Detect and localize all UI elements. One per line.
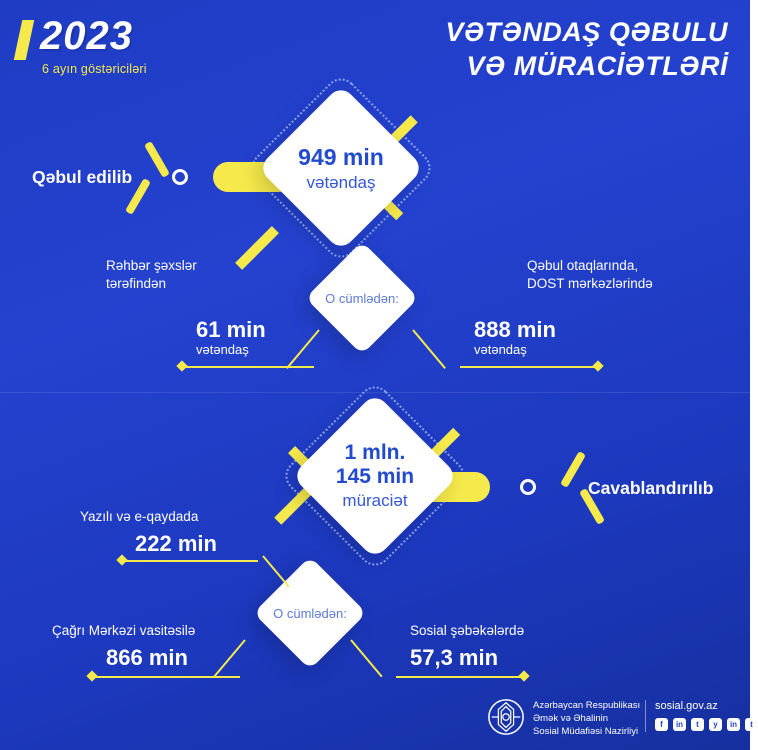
top-side-label: Qəbul edilib xyxy=(32,167,133,187)
top-chevron-icon xyxy=(142,145,176,207)
bottom-main-value-line2: 145 min xyxy=(335,465,415,488)
facebook-icon[interactable]: f xyxy=(655,718,668,731)
twitter-icon[interactable]: t xyxy=(691,718,704,731)
top-branch-right-unit: vətəndaş xyxy=(474,342,527,357)
page-title-line1: VƏTƏNDAŞ QƏBULU xyxy=(445,17,728,47)
bottom-branch-social-line xyxy=(396,676,524,678)
year-accent-bar xyxy=(14,20,35,60)
top-branch-right-label-line1: Qəbul otaqlarında, xyxy=(527,258,639,273)
ministry-emblem-icon xyxy=(487,698,525,736)
telegram-icon[interactable]: t xyxy=(745,718,758,731)
ministry-name-line2: Əmək və Əhalinin xyxy=(533,712,609,724)
bottom-main-unit: müraciət xyxy=(342,491,408,510)
linkedin-icon[interactable]: in xyxy=(727,718,740,731)
bottom-branch-written-tick xyxy=(116,554,127,565)
bottom-sub-node xyxy=(253,556,366,669)
top-branch-left-tick xyxy=(176,360,187,371)
bottom-branch-social-line-diag xyxy=(350,639,382,677)
top-branch-right-tick xyxy=(592,360,603,371)
bottom-sub-node-label: O cümlədən: xyxy=(273,605,347,621)
bottom-chevron-icon xyxy=(548,455,582,517)
top-branch-left-unit: vətəndaş xyxy=(196,342,249,357)
year-text: 2023 xyxy=(40,14,133,58)
bottom-main-value-line1: 1 mln. xyxy=(344,441,406,464)
bottom-branch-social-tick xyxy=(518,670,529,681)
bottom-branch-callcenter-value: 866 min xyxy=(106,645,188,670)
page-title xyxy=(445,16,728,84)
top-branch-left-label-line1: Rəhbər şəxslər xyxy=(106,258,197,273)
year-subtitle: 6 ayın göstəriciləri xyxy=(42,62,147,76)
bottom-branch-callcenter-line-diag xyxy=(213,639,245,677)
bottom-branch-written-value: 222 min xyxy=(135,531,217,556)
top-branch-left-value: 61 min xyxy=(196,317,266,342)
social-links[interactable] xyxy=(655,718,758,731)
top-branch-left-label xyxy=(106,257,286,293)
page-title-line2: VƏ MÜRACİƏTLƏRİ xyxy=(466,50,728,81)
bottom-branch-social-value: 57,3 min xyxy=(410,645,499,670)
ministry-name xyxy=(533,700,640,738)
top-sub-node xyxy=(305,241,418,354)
top-branch-right-label-line2: DOST mərkəzlərində xyxy=(527,276,653,292)
top-main-node xyxy=(258,85,425,252)
top-main-unit: vətəndaş xyxy=(306,172,376,192)
top-branch-right-line xyxy=(460,366,598,368)
bottom-branch-callcenter-line xyxy=(96,676,240,678)
bottom-branch-social-label: Sosial şəbəkələrdə xyxy=(410,623,525,638)
bottom-main-node xyxy=(292,393,459,560)
top-branch-left-line-diag xyxy=(286,329,320,369)
ministry-name-line3: Sosial Müdafiəsi Nazirliyi xyxy=(533,725,639,737)
top-sub-node-label: O cümlədən: xyxy=(325,290,399,306)
top-branch-right-label xyxy=(527,257,727,293)
bottom-branch-callcenter-tick xyxy=(86,670,97,681)
bottom-branch-written-label: Yazılı və e-qaydada xyxy=(80,509,199,524)
website-link[interactable]: sosial.gov.az xyxy=(655,700,718,712)
instagram-icon[interactable]: in xyxy=(673,718,686,731)
bottom-connector-dot xyxy=(520,479,536,495)
top-branch-right-value: 888 min xyxy=(474,317,556,342)
bottom-branch-callcenter-label: Çağrı Mərkəzi vasitəsilə xyxy=(52,623,196,638)
bottom-side-label: Cavablandırılıb xyxy=(588,478,714,498)
top-branch-left-line xyxy=(186,366,314,368)
top-main-value: 949 min xyxy=(298,143,384,170)
top-branch-left-label-line2: tərəfindən xyxy=(106,276,167,292)
ministry-name-line1: Azərbaycan Respublikası xyxy=(533,700,641,711)
top-branch-right-line-diag xyxy=(412,329,446,369)
year-badge xyxy=(18,14,178,82)
bottom-branch-written-line xyxy=(126,560,258,562)
footer-divider xyxy=(645,700,646,732)
youtube-icon[interactable]: y xyxy=(709,718,722,731)
